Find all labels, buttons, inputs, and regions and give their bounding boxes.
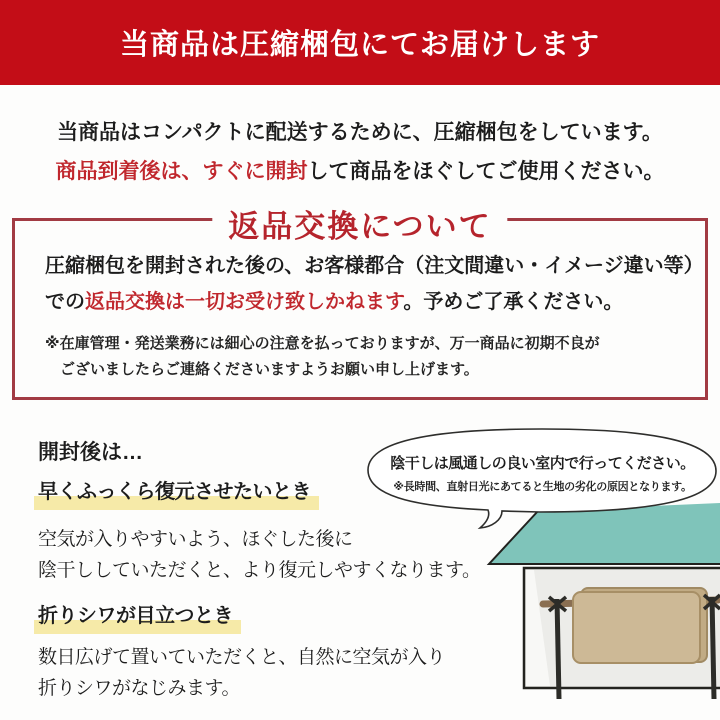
returns-line-2: [45, 284, 705, 320]
intro-line-2: [0, 155, 720, 185]
returns-line-2-red: 返品交換は一切お受け致しかねます: [85, 291, 404, 313]
intro-line-2-black: して商品をほぐしてご使用ください。: [307, 160, 665, 183]
returns-note-2: ございましたらご連絡くださいますようお願い申し上げます。: [60, 361, 479, 378]
section1-heading: 早くふっくら復元させたいとき: [34, 475, 319, 510]
section2-heading: 折りシワが目立つとき: [34, 599, 241, 634]
section2-body-line2: 折りシワがなじみます。: [38, 678, 240, 699]
returns-box-title: 返品交換について: [212, 201, 507, 246]
top-banner: [0, 0, 720, 85]
banner-title: 当商品は圧縮梱包にてお届けします: [119, 29, 600, 61]
bubble-note-text: ※長時間、直射日光にあてると生地の劣化の原因となります。: [393, 481, 692, 493]
returns-line-2-post: 。予めご了承ください。: [403, 291, 624, 313]
returns-box-note: [45, 331, 705, 383]
section1-body-line1: 空気が入りやすいよう、ほぐした後に: [38, 529, 353, 550]
futon-front: [573, 592, 700, 663]
returns-note-1: ※在庫管理・発送業務には細心の注意を払っておりますが、万一商品に初期不良が: [45, 335, 600, 352]
intro-line-1: 当商品はコンパクトに配送するために、圧縮梱包をしています。: [57, 121, 663, 144]
bubble-main-text: 陰干しは風通しの良い室内で行ってください。: [390, 455, 695, 472]
returns-policy-box: [12, 209, 708, 400]
section2-body-line1: 数日広げて置いていただくと、自然に空気が入り: [38, 647, 446, 668]
returns-line-2-pre: での: [45, 291, 85, 313]
section1-body-line2: 陰干ししていただくと、より復元しやすくなります。: [38, 560, 481, 581]
returns-line-1: 圧縮梱包を開封された後の、お客様都合（注文間違い・イメージ違い等）: [45, 255, 704, 277]
after-opening-lead: 開封後は…: [38, 441, 143, 464]
intro-line-2-red: 商品到着後は、すぐに開封: [55, 160, 308, 183]
returns-box-body: [45, 248, 705, 320]
